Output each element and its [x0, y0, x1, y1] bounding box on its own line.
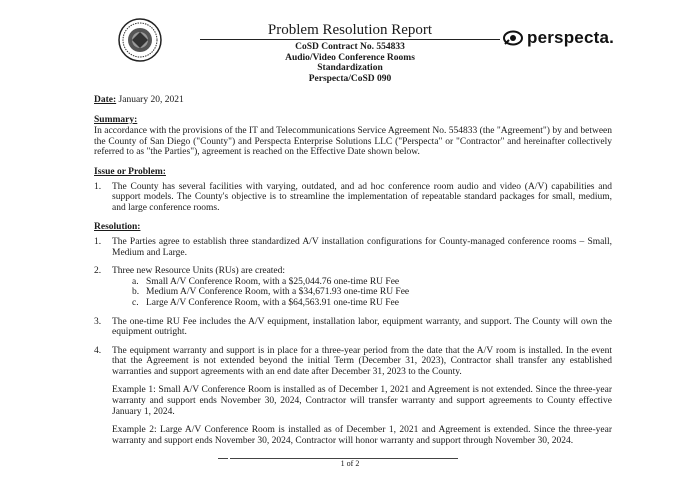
- report-reference: Perspecta/CoSD 090: [308, 73, 392, 84]
- ru-letter: c.: [132, 297, 139, 308]
- resolution-item-1: [94, 237, 612, 258]
- date-row: [94, 95, 612, 106]
- ru-text: Medium A/V Conference Room, with a $34,671.93 one-time RU Fee: [146, 287, 410, 298]
- example-2: Example 2: Large A/V Conference Room is installed as of December 1, 2021 and Agreement is extended. Since the three-year warranty and support ends November 30, 2024, Contractor will honor warranty and support through November 30, 2024.: [112, 425, 612, 446]
- resolution-item-text: The one-time RU Fee includes the A/V equipment, installation labor, equipment warranty, and support. The County will own the equipment outright.: [112, 316, 612, 338]
- date-value: January 20, 2021: [118, 95, 184, 105]
- ru-letter: b.: [132, 287, 140, 298]
- footer-rule-short: [218, 458, 228, 459]
- ru-text: Large A/V Conference Room, with a $64,563.91 one-time RU Fee: [146, 297, 399, 308]
- report-header: [200, 22, 500, 84]
- ru-letter: a.: [132, 276, 139, 287]
- summary-text: In accordance with the provisions of the IT and Telecommunications Service Agreement No. 554833 (the "Agreement") by and between the County of San Diego ("County") and Perspecta Enterprise Solutions LLC ("Perspecta" or "Contractor" and hereinafter collectively referred to as "the Parties"), agreement is reached on the Effective Date shown below.: [94, 126, 612, 158]
- county-seal-icon: [118, 18, 162, 62]
- logo-text: perspecta.: [527, 28, 615, 47]
- contract-number: CoSD Contract No. 554833: [295, 42, 405, 52]
- resolution-item-text: Three new Resource Units (RUs) are created:: [112, 266, 286, 277]
- resolution-item-number: 1.: [94, 236, 102, 247]
- resolution-item-text: The equipment warranty and support is in place for a three-year period from the date that the A/V room is installed. In the event that the Agreement is not extended beyond the initial Term (December 31, 2023), Contractor shall transfer any established warranties and support agreements with an end date after December 31, 2023 to the County.: [112, 345, 612, 377]
- resolution-item-4: [94, 346, 612, 378]
- report-subject: Audio/Video Conference Rooms: [285, 52, 415, 63]
- perspecta-logo: [503, 28, 614, 48]
- title-rule: [200, 39, 500, 40]
- page-number: 1 of 2: [340, 459, 360, 468]
- resolution-heading: Resolution:: [94, 222, 141, 233]
- ru-list: [112, 277, 612, 309]
- ru-text: Small A/V Conference Room, with a $25,044.76 one-time RU Fee: [146, 276, 400, 287]
- resolution-item-number: 4.: [94, 345, 102, 356]
- example-1: Example 1: Small A/V Conference Room is installed as of December 1, 2021 and Agreement is not extended. Since the three-year warranty and support ends November 30, 2024, Contractor will transfer warranty and support agreements to County effective January 1, 2024.: [112, 385, 612, 417]
- report-body: [94, 95, 612, 446]
- date-label: Date:: [94, 95, 117, 105]
- resolution-item-2: [94, 266, 612, 308]
- ru-list-item: [112, 298, 612, 309]
- issue-item: [94, 182, 612, 214]
- ru-list-item: [112, 287, 612, 298]
- resolution-item-number: 2.: [94, 266, 102, 277]
- summary-heading: Summary:: [94, 114, 138, 125]
- issue-item-text: The County has several facilities with varying, outdated, and ad hoc conference room audio and video (A/V) capabilities and support models. The County's objective is to streamline the implementation of repeatable standard packages for small, medium, and large conference rooms.: [112, 181, 612, 213]
- resolution-item-body: [112, 266, 612, 308]
- report-topic: Standardization: [317, 63, 383, 73]
- issue-item-number: 1.: [94, 181, 102, 192]
- resolution-item-number: 3.: [94, 316, 102, 327]
- issue-heading: Issue or Problem:: [94, 166, 166, 177]
- perspecta-mark-icon: [503, 30, 523, 46]
- ru-list-item: [112, 277, 612, 288]
- resolution-item-text: The Parties agree to establish three standardized A/V installation configurations for County-managed conference rooms – Small, Medium and Large.: [112, 236, 612, 258]
- report-title: Problem Resolution Report: [267, 22, 433, 38]
- resolution-item-3: [94, 317, 612, 338]
